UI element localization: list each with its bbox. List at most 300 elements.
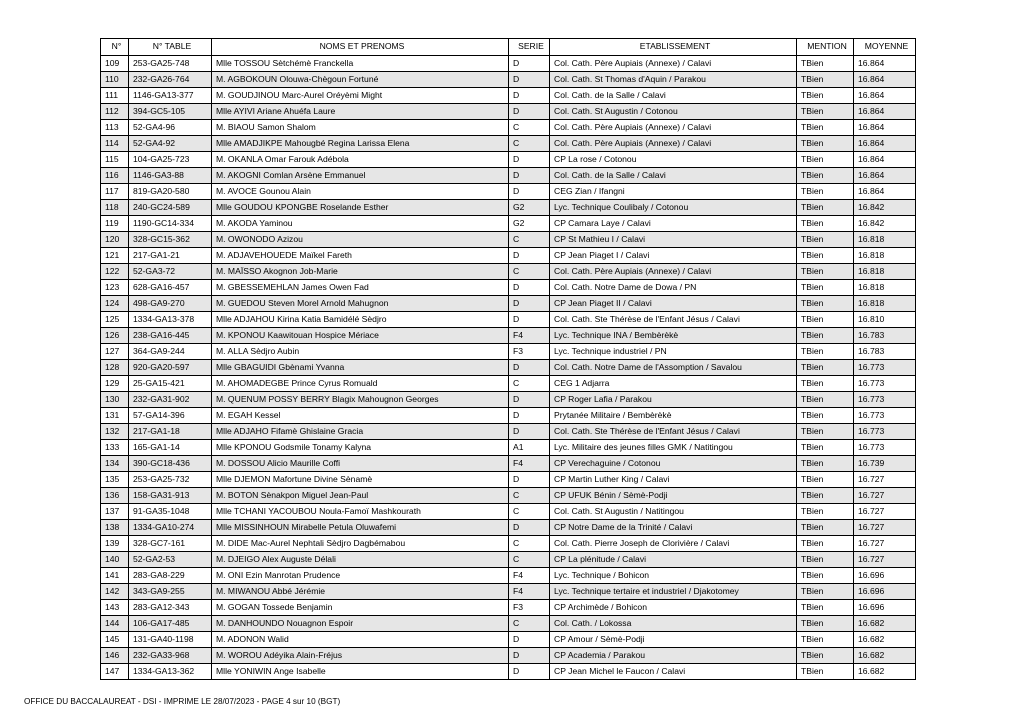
cell-name: Mlle TOSSOU Sètchémè Franckella <box>212 55 509 71</box>
cell-average: 16.682 <box>854 663 916 679</box>
cell-name: M. AKODA Yaminou <box>212 215 509 231</box>
table-row <box>101 343 916 359</box>
cell-average: 16.739 <box>854 455 916 471</box>
table-header <box>101 39 916 56</box>
cell-mention: TBien <box>797 535 854 551</box>
cell-school: CP Jean Piaget II / Calavi <box>550 295 797 311</box>
cell-series: D <box>509 247 550 263</box>
cell-name: M. GUEDOU Steven Morel Arnold Mahugnon <box>212 295 509 311</box>
table-row <box>101 439 916 455</box>
cell-mention: TBien <box>797 279 854 295</box>
table-row <box>101 135 916 151</box>
cell-name: M. AGBOKOUN Olouwa-Chègoun Fortuné <box>212 71 509 87</box>
table-row <box>101 599 916 615</box>
cell-table-number: 57-GA14-396 <box>129 407 212 423</box>
cell-series: D <box>509 391 550 407</box>
cell-rank: 114 <box>101 135 129 151</box>
cell-average: 16.727 <box>854 487 916 503</box>
cell-name: Mlle ADJAHO Fifamè Ghislaine Gracia <box>212 423 509 439</box>
table-body <box>101 55 916 679</box>
cell-table-number: 1334-GA13-378 <box>129 311 212 327</box>
cell-average: 16.727 <box>854 471 916 487</box>
table-row <box>101 471 916 487</box>
cell-mention: TBien <box>797 183 854 199</box>
cell-rank: 134 <box>101 455 129 471</box>
cell-series: F3 <box>509 599 550 615</box>
cell-table-number: 52-GA3-72 <box>129 263 212 279</box>
table-row <box>101 423 916 439</box>
cell-rank: 133 <box>101 439 129 455</box>
cell-table-number: 1146-GA13-377 <box>129 87 212 103</box>
cell-rank: 113 <box>101 119 129 135</box>
cell-name: Mlle YONIWIN Ange Isabelle <box>212 663 509 679</box>
cell-average: 16.727 <box>854 519 916 535</box>
cell-series: D <box>509 279 550 295</box>
cell-mention: TBien <box>797 615 854 631</box>
table-row <box>101 231 916 247</box>
cell-table-number: 238-GA16-445 <box>129 327 212 343</box>
cell-rank: 111 <box>101 87 129 103</box>
cell-school: Col. Cath. Notre Dame de Dowa / PN <box>550 279 797 295</box>
cell-school: Col. Cath. de la Salle / Calavi <box>550 87 797 103</box>
cell-series: D <box>509 407 550 423</box>
cell-rank: 123 <box>101 279 129 295</box>
cell-mention: TBien <box>797 247 854 263</box>
cell-average: 16.696 <box>854 599 916 615</box>
cell-average: 16.696 <box>854 583 916 599</box>
cell-average: 16.773 <box>854 375 916 391</box>
cell-table-number: 1334-GA10-274 <box>129 519 212 535</box>
cell-name: M. AHOMADEGBE Prince Cyrus Romuald <box>212 375 509 391</box>
col-header-average: MOYENNE <box>854 39 916 56</box>
cell-series: C <box>509 487 550 503</box>
table-row <box>101 375 916 391</box>
cell-mention: TBien <box>797 359 854 375</box>
cell-average: 16.864 <box>854 55 916 71</box>
cell-school: Col. Cath. Père Aupiais (Annexe) / Calavi <box>550 135 797 151</box>
cell-table-number: 819-GA20-580 <box>129 183 212 199</box>
cell-table-number: 52-GA4-96 <box>129 119 212 135</box>
cell-rank: 135 <box>101 471 129 487</box>
cell-series: D <box>509 103 550 119</box>
table-row <box>101 407 916 423</box>
cell-school: CP Martin Luther King / Calavi <box>550 471 797 487</box>
table-row <box>101 311 916 327</box>
table-row <box>101 167 916 183</box>
cell-name: Mlle DJEMON Mafortune Divine Sènamè <box>212 471 509 487</box>
table-row <box>101 663 916 679</box>
cell-rank: 140 <box>101 551 129 567</box>
cell-rank: 125 <box>101 311 129 327</box>
cell-average: 16.727 <box>854 503 916 519</box>
page-footer: OFFICE DU BACCALAUREAT - DSI - IMPRIME LE 28/07/2023 - PAGE 4 sur 10 (BGT) <box>24 697 341 706</box>
cell-mention: TBien <box>797 631 854 647</box>
cell-average: 16.864 <box>854 71 916 87</box>
cell-average: 16.818 <box>854 295 916 311</box>
cell-school: Col. Cath. St Augustin / Cotonou <box>550 103 797 119</box>
table-row <box>101 503 916 519</box>
cell-name: M. OKANLA Omar Farouk Adébola <box>212 151 509 167</box>
cell-rank: 139 <box>101 535 129 551</box>
table-row <box>101 359 916 375</box>
cell-name: M. MIWANOU Abbé Jérémie <box>212 583 509 599</box>
col-header-rank: N° <box>101 39 129 56</box>
cell-rank: 117 <box>101 183 129 199</box>
cell-rank: 143 <box>101 599 129 615</box>
cell-rank: 118 <box>101 199 129 215</box>
cell-mention: TBien <box>797 519 854 535</box>
cell-average: 16.864 <box>854 183 916 199</box>
cell-average: 16.682 <box>854 631 916 647</box>
cell-table-number: 343-GA9-255 <box>129 583 212 599</box>
cell-series: C <box>509 551 550 567</box>
cell-series: D <box>509 167 550 183</box>
cell-rank: 130 <box>101 391 129 407</box>
cell-school: CP Archimède / Bohicon <box>550 599 797 615</box>
cell-series: C <box>509 503 550 519</box>
cell-average: 16.818 <box>854 247 916 263</box>
cell-average: 16.818 <box>854 231 916 247</box>
cell-table-number: 232-GA33-968 <box>129 647 212 663</box>
cell-school: Col. Cath. / Lokossa <box>550 615 797 631</box>
cell-school: Col. Cath. Père Aupiais (Annexe) / Calavi <box>550 119 797 135</box>
cell-rank: 120 <box>101 231 129 247</box>
cell-name: M. GOGAN Tossede Benjamin <box>212 599 509 615</box>
cell-school: CP Jean Michel le Faucon / Calavi <box>550 663 797 679</box>
cell-series: C <box>509 615 550 631</box>
cell-table-number: 240-GC24-589 <box>129 199 212 215</box>
cell-average: 16.818 <box>854 263 916 279</box>
cell-average: 16.773 <box>854 439 916 455</box>
cell-series: D <box>509 663 550 679</box>
cell-name: M. DOSSOU Alicio Maurille Coffi <box>212 455 509 471</box>
cell-school: CP Verechaguine / Cotonou <box>550 455 797 471</box>
cell-school: CP UFUK Bénin / Sèmè-Podji <box>550 487 797 503</box>
cell-mention: TBien <box>797 663 854 679</box>
cell-mention: TBien <box>797 423 854 439</box>
cell-school: Col. Cath. St Thomas d'Aquin / Parakou <box>550 71 797 87</box>
cell-mention: TBien <box>797 567 854 583</box>
cell-average: 16.682 <box>854 647 916 663</box>
cell-mention: TBien <box>797 599 854 615</box>
cell-table-number: 628-GA16-457 <box>129 279 212 295</box>
cell-series: C <box>509 375 550 391</box>
cell-series: D <box>509 359 550 375</box>
cell-name: M. WOROU Adéyika Alain-Fréjus <box>212 647 509 663</box>
cell-table-number: 104-GA25-723 <box>129 151 212 167</box>
cell-table-number: 217-GA1-21 <box>129 247 212 263</box>
cell-name: Mlle MISSINHOUN Mirabelle Petula Oluwafemi <box>212 519 509 535</box>
header-row <box>101 39 916 56</box>
cell-name: M. AKOGNI Comlan Arsène Emmanuel <box>212 167 509 183</box>
cell-average: 16.810 <box>854 311 916 327</box>
cell-table-number: 106-GA17-485 <box>129 615 212 631</box>
table-row <box>101 615 916 631</box>
cell-mention: TBien <box>797 135 854 151</box>
table-row <box>101 103 916 119</box>
cell-mention: TBien <box>797 327 854 343</box>
cell-mention: TBien <box>797 407 854 423</box>
cell-school: Col. Cath. Notre Dame de l'Assomption / Savalou <box>550 359 797 375</box>
cell-rank: 144 <box>101 615 129 631</box>
cell-name: Mlle TCHANI YACOUBOU Noula-Famoï Mashkourath <box>212 503 509 519</box>
cell-school: CEG Zian / Ifangni <box>550 183 797 199</box>
cell-series: C <box>509 119 550 135</box>
cell-average: 16.864 <box>854 135 916 151</box>
cell-mention: TBien <box>797 215 854 231</box>
cell-series: F4 <box>509 327 550 343</box>
results-table <box>100 38 916 680</box>
cell-name: M. BOTON Sènakpon Miguel Jean-Paul <box>212 487 509 503</box>
cell-school: CP Amour / Sèmè-Podji <box>550 631 797 647</box>
table-row <box>101 151 916 167</box>
cell-rank: 141 <box>101 567 129 583</box>
cell-series: D <box>509 311 550 327</box>
table-row <box>101 119 916 135</box>
cell-rank: 112 <box>101 103 129 119</box>
cell-series: D <box>509 71 550 87</box>
cell-rank: 121 <box>101 247 129 263</box>
cell-name: Mlle KPONOU Godsmile Tonamy Kalyna <box>212 439 509 455</box>
cell-mention: TBien <box>797 487 854 503</box>
cell-mention: TBien <box>797 503 854 519</box>
cell-school: CP Roger Lafia / Parakou <box>550 391 797 407</box>
cell-name: M. OWONODO Azizou <box>212 231 509 247</box>
cell-table-number: 283-GA12-343 <box>129 599 212 615</box>
cell-name: M. BIAOU Samon Shalom <box>212 119 509 135</box>
cell-average: 16.727 <box>854 535 916 551</box>
cell-mention: TBien <box>797 167 854 183</box>
cell-series: D <box>509 519 550 535</box>
table-row <box>101 279 916 295</box>
cell-rank: 122 <box>101 263 129 279</box>
col-header-mention: MENTION <box>797 39 854 56</box>
cell-table-number: 1190-GC14-334 <box>129 215 212 231</box>
cell-mention: TBien <box>797 455 854 471</box>
cell-table-number: 91-GA35-1048 <box>129 503 212 519</box>
cell-average: 16.842 <box>854 199 916 215</box>
cell-name: M. GBESSEMEHLAN James Owen Fad <box>212 279 509 295</box>
cell-series: A1 <box>509 439 550 455</box>
cell-rank: 128 <box>101 359 129 375</box>
cell-mention: TBien <box>797 199 854 215</box>
cell-average: 16.773 <box>854 407 916 423</box>
cell-mention: TBien <box>797 647 854 663</box>
cell-table-number: 283-GA8-229 <box>129 567 212 583</box>
cell-mention: TBien <box>797 119 854 135</box>
table-row <box>101 295 916 311</box>
cell-mention: TBien <box>797 583 854 599</box>
cell-rank: 127 <box>101 343 129 359</box>
cell-table-number: 52-GA4-92 <box>129 135 212 151</box>
cell-series: D <box>509 471 550 487</box>
cell-mention: TBien <box>797 151 854 167</box>
cell-series: D <box>509 87 550 103</box>
col-header-school: ETABLISSEMENT <box>550 39 797 56</box>
cell-rank: 126 <box>101 327 129 343</box>
cell-table-number: 217-GA1-18 <box>129 423 212 439</box>
cell-series: D <box>509 631 550 647</box>
cell-average: 16.773 <box>854 391 916 407</box>
cell-table-number: 498-GA9-270 <box>129 295 212 311</box>
cell-mention: TBien <box>797 263 854 279</box>
cell-name: M. QUENUM POSSY BERRY Blagix Mahougnon Georges <box>212 391 509 407</box>
cell-name: M. GOUDJINOU Marc-Aurel Oréyèmi Might <box>212 87 509 103</box>
cell-table-number: 394-GC5-105 <box>129 103 212 119</box>
cell-series: D <box>509 423 550 439</box>
cell-school: CEG 1 Adjarra <box>550 375 797 391</box>
cell-mention: TBien <box>797 87 854 103</box>
cell-school: CP La rose / Cotonou <box>550 151 797 167</box>
cell-mention: TBien <box>797 439 854 455</box>
cell-name: Mlle GOUDOU KPONGBE Roselande Esther <box>212 199 509 215</box>
cell-rank: 145 <box>101 631 129 647</box>
cell-series: D <box>509 295 550 311</box>
cell-school: Col. Cath. Ste Thérèse de l'Enfant Jésus / Calavi <box>550 311 797 327</box>
cell-series: D <box>509 183 550 199</box>
cell-table-number: 920-GA20-597 <box>129 359 212 375</box>
cell-name: M. ADONON Walid <box>212 631 509 647</box>
cell-rank: 119 <box>101 215 129 231</box>
cell-name: M. ADJAVEHOUEDE Maïkel Fareth <box>212 247 509 263</box>
table-row <box>101 647 916 663</box>
cell-mention: TBien <box>797 295 854 311</box>
cell-average: 16.696 <box>854 567 916 583</box>
cell-average: 16.864 <box>854 103 916 119</box>
cell-school: Lyc. Technique / Bohicon <box>550 567 797 583</box>
cell-series: F4 <box>509 583 550 599</box>
table-row <box>101 551 916 567</box>
cell-school: Col. Cath. Père Aupiais (Annexe) / Calavi <box>550 55 797 71</box>
cell-average: 16.773 <box>854 359 916 375</box>
cell-table-number: 390-GC18-436 <box>129 455 212 471</box>
cell-mention: TBien <box>797 311 854 327</box>
cell-series: F4 <box>509 567 550 583</box>
cell-school: CP Academia / Parakou <box>550 647 797 663</box>
cell-series: D <box>509 55 550 71</box>
cell-table-number: 25-GA15-421 <box>129 375 212 391</box>
cell-table-number: 131-GA40-1198 <box>129 631 212 647</box>
cell-school: CP Jean Piaget I / Calavi <box>550 247 797 263</box>
table-row <box>101 55 916 71</box>
table-row <box>101 71 916 87</box>
cell-series: C <box>509 263 550 279</box>
table-row <box>101 215 916 231</box>
table-row <box>101 487 916 503</box>
cell-series: D <box>509 151 550 167</box>
cell-average: 16.727 <box>854 551 916 567</box>
cell-rank: 129 <box>101 375 129 391</box>
cell-average: 16.818 <box>854 279 916 295</box>
table-row <box>101 247 916 263</box>
cell-rank: 137 <box>101 503 129 519</box>
cell-name: M. ALLA Sèdjro Aubin <box>212 343 509 359</box>
cell-table-number: 328-GC15-362 <box>129 231 212 247</box>
table-row <box>101 183 916 199</box>
cell-average: 16.682 <box>854 615 916 631</box>
cell-name: M. DIDE Mac-Aurel Nephtali Sèdjro Dagbémabou <box>212 535 509 551</box>
cell-school: Col. Cath. de la Salle / Calavi <box>550 167 797 183</box>
table-row <box>101 327 916 343</box>
col-header-table-number: N° TABLE <box>129 39 212 56</box>
cell-rank: 147 <box>101 663 129 679</box>
cell-average: 16.864 <box>854 167 916 183</box>
cell-mention: TBien <box>797 391 854 407</box>
cell-school: Col. Cath. Ste Thérèse de l'Enfant Jésus / Calavi <box>550 423 797 439</box>
cell-average: 16.864 <box>854 151 916 167</box>
cell-name: M. KPONOU Kaawitouan Hospice Mériace <box>212 327 509 343</box>
cell-school: CP Notre Dame de la Trinité / Calavi <box>550 519 797 535</box>
col-header-names: NOMS ET PRENOMS <box>212 39 509 56</box>
cell-rank: 110 <box>101 71 129 87</box>
cell-average: 16.783 <box>854 343 916 359</box>
cell-name: Mlle AYIVI Ariane Ahuéfa Laure <box>212 103 509 119</box>
cell-series: G2 <box>509 199 550 215</box>
table-row <box>101 583 916 599</box>
cell-table-number: 165-GA1-14 <box>129 439 212 455</box>
cell-school: Lyc. Technique Coulibaly / Cotonou <box>550 199 797 215</box>
table-row <box>101 567 916 583</box>
cell-table-number: 232-GA31-902 <box>129 391 212 407</box>
cell-mention: TBien <box>797 471 854 487</box>
cell-mention: TBien <box>797 231 854 247</box>
cell-rank: 116 <box>101 167 129 183</box>
cell-mention: TBien <box>797 551 854 567</box>
cell-name: M. EGAH Kessel <box>212 407 509 423</box>
cell-school: Col. Cath. St Augustin / Natitingou <box>550 503 797 519</box>
cell-school: CP La plénitude / Calavi <box>550 551 797 567</box>
table-row <box>101 519 916 535</box>
table-row <box>101 631 916 647</box>
cell-rank: 109 <box>101 55 129 71</box>
cell-series: C <box>509 135 550 151</box>
cell-average: 16.842 <box>854 215 916 231</box>
cell-name: Mlle GBAGUIDI Gbènami Yvanna <box>212 359 509 375</box>
table-row <box>101 391 916 407</box>
cell-rank: 131 <box>101 407 129 423</box>
cell-rank: 146 <box>101 647 129 663</box>
cell-school: Col. Cath. Pierre Joseph de Clorivière / Calavi <box>550 535 797 551</box>
cell-table-number: 253-GA25-732 <box>129 471 212 487</box>
cell-average: 16.783 <box>854 327 916 343</box>
cell-average: 16.864 <box>854 119 916 135</box>
cell-series: G2 <box>509 215 550 231</box>
cell-rank: 132 <box>101 423 129 439</box>
cell-table-number: 253-GA25-748 <box>129 55 212 71</box>
cell-rank: 124 <box>101 295 129 311</box>
cell-name: Mlle ADJAHOU Kirina Katia Bamidélé Sèdjro <box>212 311 509 327</box>
table-row <box>101 87 916 103</box>
cell-series: F4 <box>509 455 550 471</box>
cell-table-number: 1334-GA13-362 <box>129 663 212 679</box>
cell-name: M. AVOCE Gounou Alain <box>212 183 509 199</box>
cell-table-number: 232-GA26-764 <box>129 71 212 87</box>
col-header-series: SERIE <box>509 39 550 56</box>
cell-name: M. DJEIGO Alex Auguste Délali <box>212 551 509 567</box>
cell-table-number: 328-GC7-161 <box>129 535 212 551</box>
table-row <box>101 455 916 471</box>
cell-rank: 115 <box>101 151 129 167</box>
cell-mention: TBien <box>797 103 854 119</box>
cell-series: C <box>509 231 550 247</box>
cell-table-number: 364-GA9-244 <box>129 343 212 359</box>
cell-series: D <box>509 647 550 663</box>
cell-rank: 136 <box>101 487 129 503</box>
cell-table-number: 52-GA2-53 <box>129 551 212 567</box>
cell-series: F3 <box>509 343 550 359</box>
cell-school: Lyc. Militaire des jeunes filles GMK / Natitingou <box>550 439 797 455</box>
cell-school: Col. Cath. Père Aupiais (Annexe) / Calavi <box>550 263 797 279</box>
